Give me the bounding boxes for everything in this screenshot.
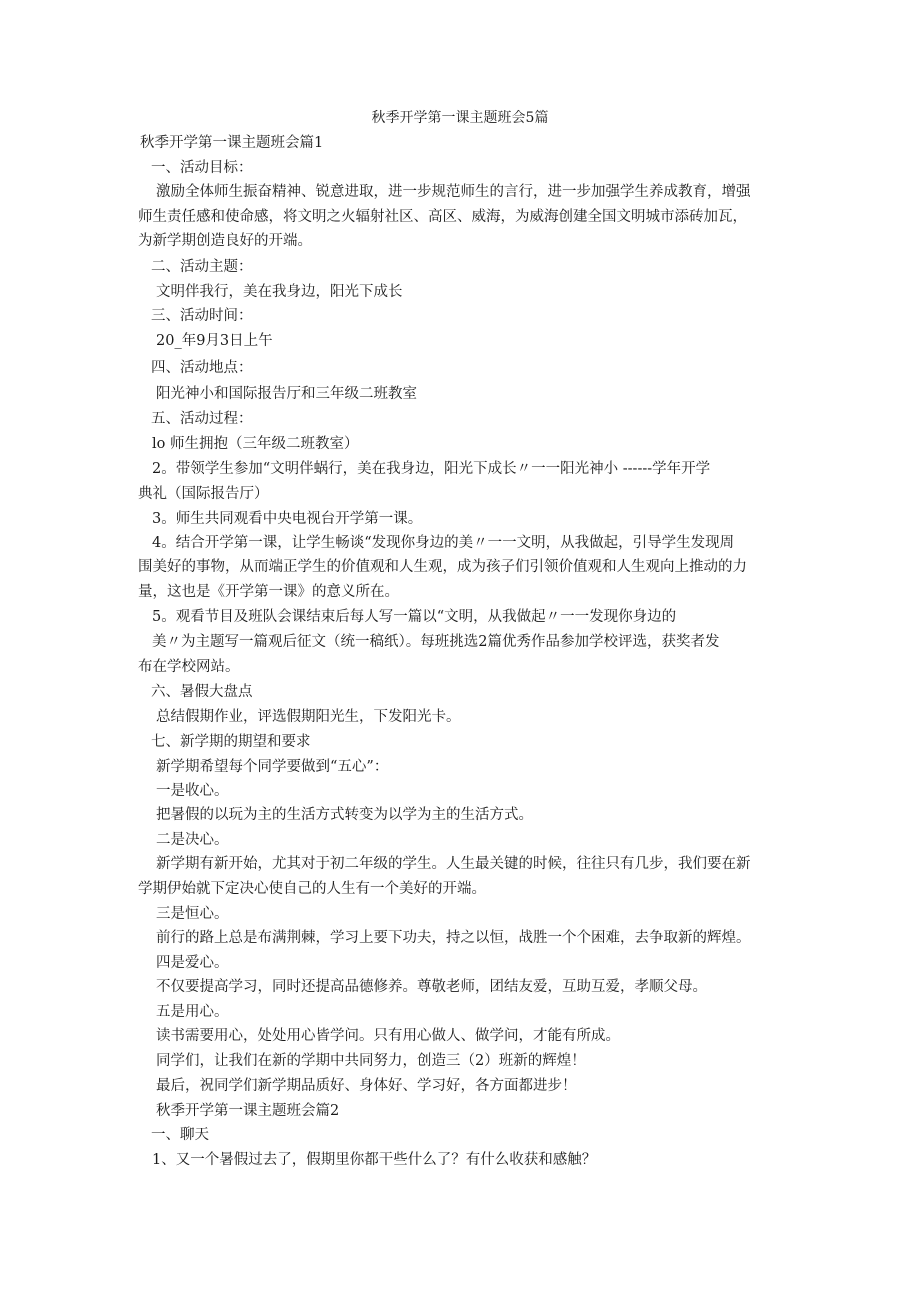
heart-text: 前行的路上总是布满荆棘，学习上要下功夫，持之以恒，战胜一个个困难，去争取新的辉煌。 <box>156 930 751 946</box>
place-text: 阳光神小和国际报告厅和三年级二班教室 <box>156 386 417 402</box>
heart-title: 四是爱心。 <box>156 955 229 971</box>
process-item-continued: 美〃为主题写一篇观后征文（统一稿纸）。每班挑选2篇优秀作品参加学校评选，获奖者发 <box>152 634 720 650</box>
process-item-continued: 典礼（国际报告厅） <box>138 486 269 502</box>
time-heading: 三、活动时间： <box>151 308 253 324</box>
heart-text: 新学期有新开始，尤其对于初二年级的学生。人生最关键的时候，往往只有几步，我们要在新 <box>156 856 751 872</box>
section1-heading: 秋季开学第一课主题班会篇1 <box>140 135 324 151</box>
process-item-continued: 围美好的事物，从而端正学生的价值观和人生观，成为孩子们引领价值观和人生观向上推动的力 <box>138 559 747 575</box>
heart-title: 一是收心。 <box>156 783 229 799</box>
goal-text-line: 为新学期创造良好的开端。 <box>138 233 312 249</box>
closing-text: 最后，祝同学们新学期品质好、身体好、学习好，各方面都进步！ <box>156 1078 577 1094</box>
document-title: 秋季开学第一课主题班会5篇 <box>371 110 549 126</box>
heart-text: 把暑假的以玩为主的生活方式转变为以学为主的生活方式。 <box>156 807 533 823</box>
heart-title: 五是用心。 <box>156 1004 229 1020</box>
hope-heading: 七、新学期的期望和要求 <box>151 734 311 750</box>
process-heading: 五、活动过程： <box>151 411 253 427</box>
heart-text: 读书需要用心，处处用心皆学问。只有用心做人、做学问，才能有所成。 <box>156 1028 620 1044</box>
heart-title: 二是决心。 <box>156 832 229 848</box>
chat-question: 1、又一个暑假过去了，假期里你都干些什么了？有什么收获和感触？ <box>152 1152 597 1168</box>
theme-text: 文明伴我行，美在我身边，阳光下成长 <box>156 284 403 300</box>
heart-text: 不仅要提高学习，同时还提高品德修养。尊敬老师，团结友爱，互助互爱，孝顺父母。 <box>156 979 707 995</box>
summer-text: 总结假期作业，评选假期阳光生，下发阳光卡。 <box>156 709 461 725</box>
process-item: 4。结合开学第一课，让学生畅谈“发现你身边的美〃一一文明，从我做起，引导学生发现周 <box>152 535 735 551</box>
process-item-continued: 量，这也是《开学第一课》的意义所在。 <box>138 584 399 600</box>
place-heading: 四、活动地点： <box>151 360 253 376</box>
process-item: lo 师生拥抱（三年级二班教室） <box>152 436 359 452</box>
section2-heading: 秋季开学第一课主题班会篇2 <box>156 1103 340 1119</box>
goal-heading: 一、活动目标： <box>151 160 253 176</box>
heart-title: 三是恒心。 <box>156 906 229 922</box>
summer-heading: 六、暑假大盘点 <box>151 684 253 700</box>
closing-text: 同学们，让我们在新的学期中共同努力，创造三（2）班新的辉煌！ <box>156 1053 586 1069</box>
hope-intro: 新学期希望每个同学要做到“五心”： <box>156 759 389 775</box>
process-item: 2。带领学生参加“文明伴蜗行，美在我身边，阳光下成长〃一一阳光神小 ------学年开学 <box>152 461 711 477</box>
process-item: 5。观看节目及班队会课结束后每人写一篇以“文明，从我做起〃一一发现你身边的 <box>152 609 677 625</box>
process-item: 3。师生共同观看中央电视台开学第一课。 <box>152 511 423 527</box>
goal-text-line: 激励全体师生振奋精神、锐意进取，进一步规范师生的言行，进一步加强学生养成教育，增强 <box>156 184 751 200</box>
time-text: 20_年9月3日上午 <box>156 333 273 349</box>
theme-heading: 二、活动主题： <box>151 259 253 275</box>
chat-heading: 一、聊天 <box>151 1127 209 1143</box>
goal-text-line: 师生责任感和使命感，将文明之火辐射社区、高区、威海，为威海创建全国文明城市添砖加瓦， <box>138 209 747 225</box>
process-item-continued: 布在学校网站。 <box>138 659 240 675</box>
heart-text-continued: 学期伊始就下定决心使自己的人生有一个美好的开端。 <box>138 881 486 897</box>
